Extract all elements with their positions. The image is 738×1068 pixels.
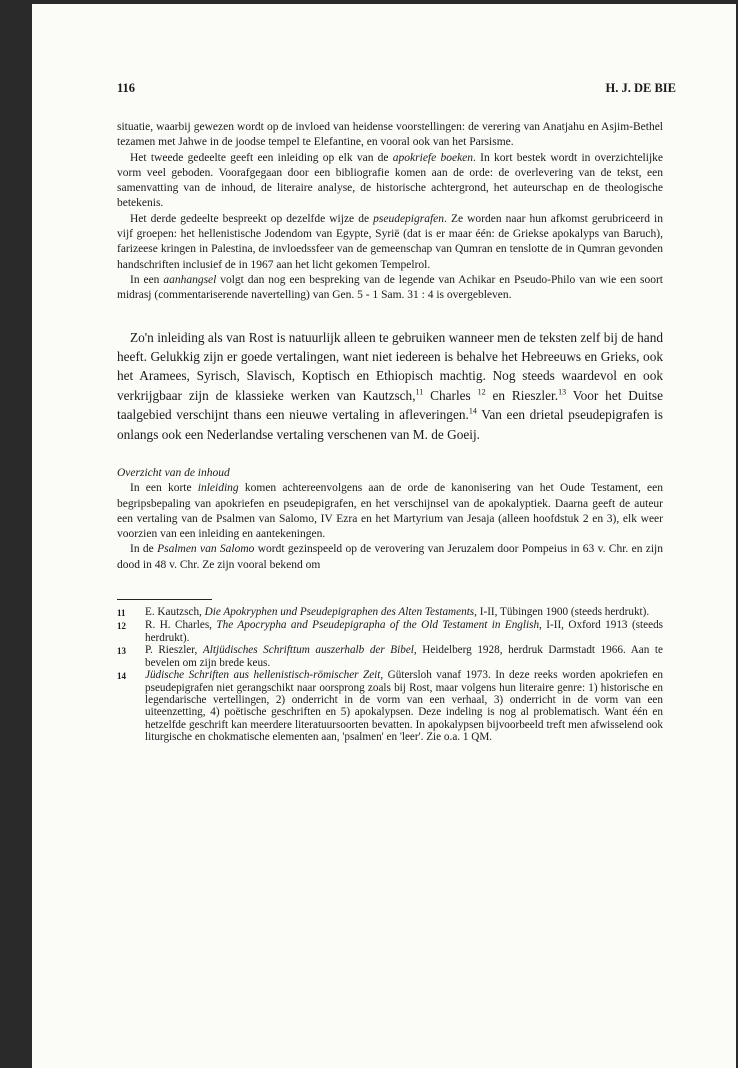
page-header <box>117 81 676 96</box>
footnote-number: 14 <box>117 671 126 682</box>
text-run: Het tweede gedeelte geeft een inleiding op elk van de <box>130 151 393 164</box>
footnotes <box>117 606 663 743</box>
text-run: Het derde gedeelte bespreekt op dezelfde wijze de <box>130 212 374 225</box>
text-run: wordt gezinspeeld op de verovering van Jeruzalem door Pompeius in 63 v. Chr. en zijn dood in 48 v. Chr. Ze zijn vooral bekend om <box>117 543 663 571</box>
italic-text: The Apocrypha and Pseudepigrapha of the Old Testament in English <box>216 619 540 632</box>
paragraph <box>117 328 663 444</box>
footnote <box>117 644 663 669</box>
italic-text: Altjüdisches Schrifttum auszerhalb der Bibel <box>202 644 414 657</box>
text-run: komen achtereenvolgens aan de orde de kanonisering van het Oude Testament, een begripsbepaling van apokriefen en pseudepigrafen, en het verschijnsel van de apokalyptiek. Daarna geeft de auteur een vertaling van de Psalmen van Salomo, IV Ezra en het Martyrium van Jesaja (alleen hoofdstuk 2 en 3), elk weer voorzien van een inleiding en aantekeningen. <box>117 482 663 541</box>
text-run: , I-II, Oxford 1913 (steeds herdrukt). <box>145 619 664 644</box>
page-content <box>117 120 663 744</box>
page-number: 116 <box>117 81 136 95</box>
text-run: P. Rieszler, <box>145 644 203 657</box>
text-run: situatie, waarbij gewezen wordt op de invloed van heidense voorstellingen: de verering van Anatjahu en Asjim-Bethel tezamen met Jahwe in de joodse tempel te Elefantine, en vooral ook van het Parsisme. <box>117 121 663 149</box>
footnote <box>117 606 663 619</box>
text-run: R. H. Charles, <box>145 619 217 632</box>
text-run: . Ze worden naar hun afkomst gerubriceerd in vijf groepen: het hellenistische Jodendom van Egypte, Syrië (dat is er maar één: de Griekse apokalyps van Baruch), farizeese kringen in Palestina, de invloedssfeer van de gemeenschap van Qumran en tenslotte de in Qumran gevonden handschriften inclusief de in 1967 aan het licht gekomen Tempelrol. <box>117 212 663 271</box>
footnote-text <box>145 619 663 644</box>
paragraph <box>117 542 663 573</box>
italic-text: Psalmen van Salomo <box>157 543 255 556</box>
text-run: , I-II, Tübingen 1900 (steeds herdrukt). <box>474 606 650 619</box>
text-run: , Gütersloh vanaf 1973. In deze reeks worden apokriefen en pseudepigrafen niet gerangschikt naar oorsprong zoals bij Rost, maar volgens hun literaire genre: 1) historische en legendarische vertellingen, 2) onderricht in de vorm van een verhaal, 3) onderricht in de vorm van een uiteenzetting, 4) poëtische geschriften en 5) apokalypsen. Deze indeling is nog al problematisch. Want één en hetzelfde geschrift kan meerdere literatuursoorten bevatten. In apokalypsen bijvoorbeeld treft men afwisselend ook liturgische en chokmatische elementen aan, 'psalmen' en 'leer'. Zie o.a. 1 QM. <box>145 669 663 744</box>
italic-text: Die Apokryphen und Pseudepigraphen des Alten Testaments <box>204 606 475 619</box>
footnote-number: 12 <box>117 621 126 632</box>
text-run: en Rieszler. <box>485 387 559 403</box>
footnote <box>117 669 663 743</box>
paragraph <box>117 151 663 212</box>
italic-text: aanhangsel <box>163 273 217 286</box>
text-run: Van een drietal pseudepigrafen is onlangs ook een Nederlandse vertaling verschenen van M. de Goeij. <box>117 407 663 442</box>
text-run: Zo'n inleiding als van Rost is natuurlijk alleen te gebruiken wanneer men de teksten zelf bij de hand heeft. Gelukkig zijn er goede vertalingen, want niet iedereen is behalve het Hebreeuws en Grieks, ook het Aramees, Syrisch, Slavisch, Koptisch en Ethiopisch machtig. Nog steeds waardevol en ook verkrijgbaar zijn de klassieke werken van Kautzsch, <box>117 329 663 403</box>
footnote-ref: 13 <box>558 387 567 397</box>
italic-text: inleiding <box>197 482 239 495</box>
italic-text: apokriefe boeken <box>392 151 474 164</box>
text-run: In de <box>130 543 158 556</box>
text-run: In een <box>130 273 164 286</box>
footnote-ref: 12 <box>477 387 486 397</box>
book-page <box>32 4 736 1068</box>
text-run: volgt dan nog een bespreking van de legende van Achikar en Pseudo-Philo van wie een soort midrasj (commentariserende navertelling) van Gen. 5 - 1 Sam. 31 : 4 is overgebleven. <box>117 273 663 302</box>
summary-block <box>117 120 663 304</box>
paragraph <box>117 481 663 542</box>
paragraph <box>117 273 663 304</box>
paragraph <box>117 212 663 273</box>
main-text-block <box>117 328 663 444</box>
footnote-rule <box>117 599 212 600</box>
text-run: E. Kautzsch, <box>145 606 205 619</box>
section-heading: Overzicht van de inhoud <box>117 467 230 479</box>
footnote-text <box>145 669 663 743</box>
footnote-ref: 11 <box>415 387 424 397</box>
italic-text: pseudepigrafen <box>373 212 445 225</box>
footnote-text <box>145 644 663 669</box>
footnote-number: 13 <box>117 646 126 657</box>
text-run: In een korte <box>130 482 198 495</box>
italic-text: Jüdische Schriften aus hellenistisch-römischer Zeit <box>145 669 381 682</box>
overview-section <box>117 466 663 573</box>
text-run: Voor het Duitse taalgebied verschijnt thans een nieuwe vertaling in afleveringen. <box>117 387 663 423</box>
text-run: . In kort bestek wordt in overzichtelijke vorm veel geboden. Voorafgegaan door een bibliografie komen aan de orde: de overlevering van de tekst, een samenvatting van de inhoud, de literaire analyse, de historische achtergrond, het auteurschap en de theologische betekenis. <box>117 151 663 210</box>
text-run: , Heidelberg 1928, herdruk Darmstadt 1966. Aan te bevelen om zijn brede keus. <box>145 644 663 669</box>
paragraph <box>117 120 663 151</box>
footnote-number: 11 <box>117 608 126 619</box>
footnote-ref: 14 <box>468 406 477 416</box>
overview-body <box>117 481 663 573</box>
text-run: Charles <box>423 387 478 403</box>
footnote <box>117 619 663 644</box>
running-title: H. J. DE BIE <box>605 81 676 95</box>
footnote-text <box>145 606 663 619</box>
